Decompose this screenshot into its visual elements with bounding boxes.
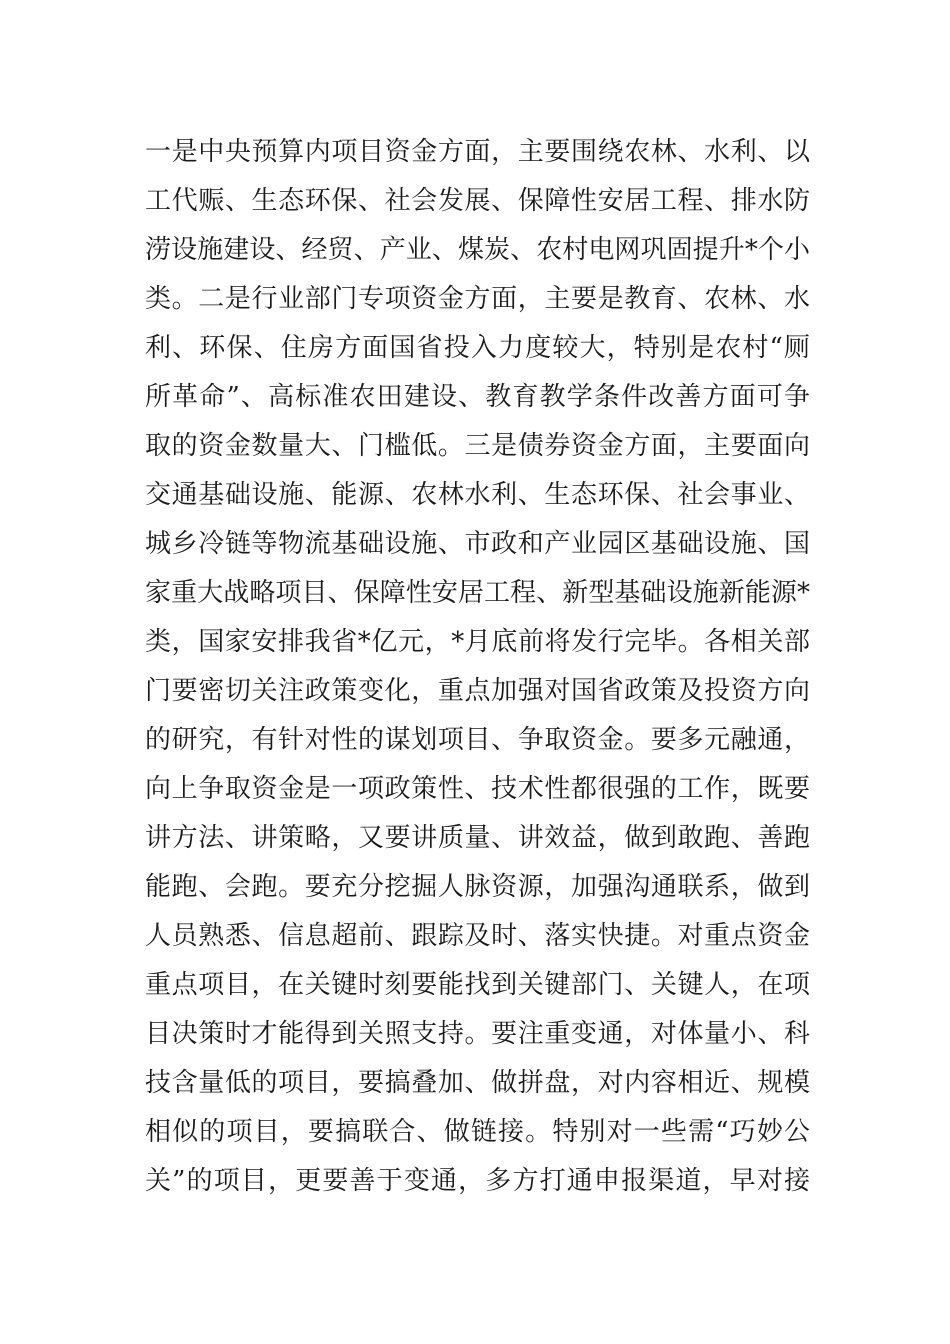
text-line: 门要密切关注政策变化，重点加强对国省政策及投资方向 (145, 676, 810, 706)
body-text (145, 128, 810, 1206)
text-line: 利、环保、住房方面国省投入力度较大，特别是农村“厕 (145, 333, 810, 363)
text-line: 涝设施建设、经贸、产业、煤炭、农村电网巩固提升*个小 (145, 235, 810, 265)
text-line: 类，国家安排我省*亿元，*月底前将发行完毕。各相关部 (145, 627, 810, 657)
text-line: 城乡冷链等物流基础设施、市政和产业园区基础设施、国 (145, 529, 810, 559)
text-line: 讲方法、讲策略，又要讲质量、讲效益，做到敢跑、善跑 (145, 823, 810, 853)
text-line: 关”的项目，更要善于变通，多方打通申报渠道，早对接 (145, 1166, 810, 1196)
text-line: 能跑、会跑。要充分挖掘人脉资源，加强沟通联系，做到 (145, 872, 810, 902)
text-line: 重点项目，在关键时刻要能找到关键部门、关键人，在项 (145, 970, 810, 1000)
text-line: 人员熟悉、信息超前、跟踪及时、落实快捷。对重点资金 (145, 921, 810, 951)
text-line: 的研究，有针对性的谋划项目、争取资金。要多元融通， (145, 725, 810, 755)
text-line: 家重大战略项目、保障性安居工程、新型基础设施新能源* (145, 578, 810, 608)
text-line: 一是中央预算内项目资金方面，主要围绕农林、水利、以 (145, 137, 810, 167)
text-line: 工代赈、生态环保、社会发展、保障性安居工程、排水防 (145, 186, 810, 216)
text-line: 目决策时才能得到关照支持。要注重变通，对体量小、科 (145, 1019, 810, 1049)
text-line: 所革命”、高标准农田建设、教育教学条件改善方面可争 (145, 382, 810, 412)
text-line: 技含量低的项目，要搞叠加、做拼盘，对内容相近、规模 (145, 1068, 810, 1098)
text-line: 取的资金数量大、门槛低。三是债券资金方面，主要面向 (145, 431, 810, 461)
text-line: 类。二是行业部门专项资金方面，主要是教育、农林、水 (145, 284, 810, 314)
text-line: 向上争取资金是一项政策性、技术性都很强的工作，既要 (145, 774, 810, 804)
text-line: 交通基础设施、能源、农林水利、生态环保、社会事业、 (145, 480, 810, 510)
text-line: 相似的项目，要搞联合、做链接。特别对一些需“巧妙公 (145, 1117, 810, 1147)
